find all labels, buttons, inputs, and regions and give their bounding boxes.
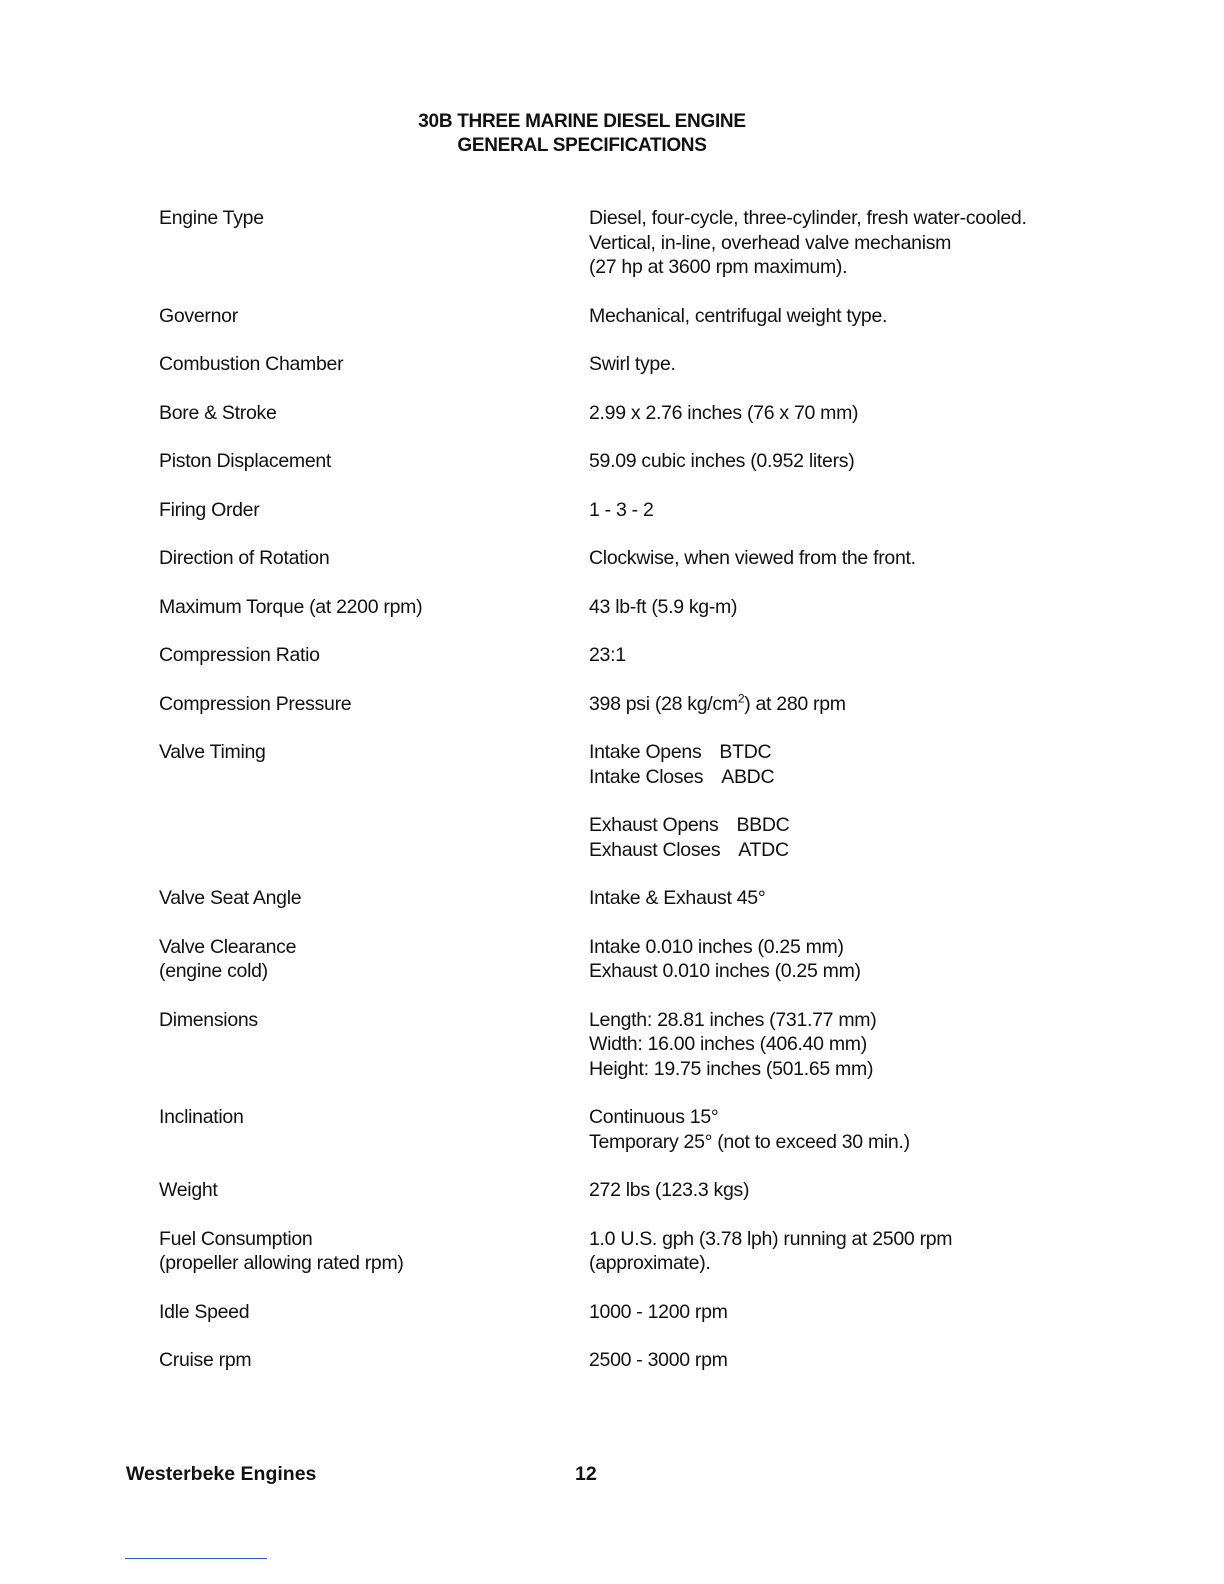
spec-row-compression-pressure <box>159 692 1099 717</box>
spec-row-valve-clearance <box>159 935 1099 984</box>
timing-code: ABDC <box>721 765 775 788</box>
spec-label <box>159 1227 589 1276</box>
superscript: 2 <box>737 691 745 705</box>
spec-label: Compression Pressure <box>159 692 352 715</box>
spec-row-weight <box>159 1178 1099 1203</box>
spec-label: Bore & Stroke <box>159 401 277 424</box>
spec-label: Dimensions <box>159 1008 258 1031</box>
spec-label: Weight <box>159 1179 218 1201</box>
spec-value-part: 398 psi (28 kg/cm <box>589 692 738 715</box>
spec-row-fuel-consumption <box>159 1227 1099 1276</box>
spec-row-cruise-rpm <box>159 1348 1099 1373</box>
spec-value <box>589 206 1099 280</box>
spec-value <box>589 740 1099 862</box>
spec-value: 23:1 <box>589 644 626 666</box>
spec-value-line: Exhaust 0.010 inches (0.25 mm) <box>589 960 861 982</box>
spec-value-line: Length: 28.81 inches (731.77 mm) <box>589 1008 877 1031</box>
spec-label-line: Fuel Consumption <box>159 1227 313 1250</box>
spec-value-line: Vertical, in-line, overhead valve mechanism <box>589 231 952 254</box>
spec-value: Mechanical, centrifugal weight type. <box>589 304 888 327</box>
spec-value: 1000 - 1200 rpm <box>589 1300 728 1323</box>
spec-row-direction-of-rotation <box>159 546 1099 571</box>
spec-label: Inclination <box>159 1106 244 1128</box>
title-line-2: GENERAL SPECIFICATIONS <box>457 135 707 156</box>
spec-value: Swirl type. <box>589 353 676 375</box>
spec-row-firing-order <box>159 498 1099 523</box>
spec-label: Compression Ratio <box>159 644 320 666</box>
spec-label: Direction of Rotation <box>159 547 330 569</box>
spec-value-line: (approximate). <box>589 1252 711 1274</box>
spec-list <box>159 206 1099 1397</box>
spec-value <box>589 1105 1099 1154</box>
timing-code: ATDC <box>738 838 789 861</box>
spec-value: 1 - 3 - 2 <box>589 498 654 521</box>
spec-row-idle-speed <box>159 1300 1099 1325</box>
spec-row-compression-ratio <box>159 643 1099 668</box>
spec-value-line: Height: 19.75 inches (501.65 mm) <box>589 1057 874 1080</box>
spec-row-inclination <box>159 1105 1099 1154</box>
timing-code: BTDC <box>719 741 772 763</box>
spec-value-line: 1.0 U.S. gph (3.78 lph) running at 2500 rpm <box>589 1227 953 1250</box>
spec-value: 272 lbs (123.3 kgs) <box>589 1179 750 1201</box>
spec-value: 2500 - 3000 rpm <box>589 1349 728 1371</box>
timing-line <box>589 740 1099 765</box>
spec-row-combustion-chamber <box>159 352 1099 377</box>
spec-value: 59.09 cubic inches (0.952 liters) <box>589 450 855 472</box>
spec-row-valve-seat-angle <box>159 886 1099 911</box>
timing-event: Intake Opens <box>589 741 702 763</box>
spec-value-line: (27 hp at 3600 rpm maximum). <box>589 256 848 278</box>
spec-row-piston-displacement <box>159 449 1099 474</box>
spec-value: Intake & Exhaust 45° <box>589 887 766 909</box>
timing-code: BBDC <box>736 814 790 836</box>
spec-label: Cruise rpm <box>159 1349 252 1371</box>
spec-value: 43 lb-ft (5.9 kg-m) <box>589 595 738 618</box>
spec-label: Governor <box>159 304 238 327</box>
spec-label: Piston Displacement <box>159 450 332 472</box>
spec-row-dimensions <box>159 1008 1099 1082</box>
spec-label: Engine Type <box>159 207 264 229</box>
spec-value <box>589 935 1099 984</box>
spec-row-governor <box>159 304 1099 329</box>
spec-label: Combustion Chamber <box>159 353 344 375</box>
timing-event: Exhaust Opens <box>589 814 719 836</box>
spec-value <box>589 1008 1099 1082</box>
spec-label: Valve Timing <box>159 741 266 763</box>
spec-row-valve-timing <box>159 740 1099 862</box>
spec-label: Firing Order <box>159 498 260 521</box>
spec-value <box>589 692 1099 717</box>
spec-row-bore-stroke <box>159 401 1099 426</box>
timing-line <box>589 838 1099 863</box>
spec-value-part: ) at 280 rpm <box>744 692 846 715</box>
timing-event: Exhaust Closes <box>589 838 721 861</box>
footer-brand: Westerbeke Engines <box>126 1463 317 1485</box>
spec-label: Maximum Torque (at 2200 rpm) <box>159 595 423 618</box>
spec-row-engine-type <box>159 206 1099 280</box>
timing-event: Intake Closes <box>589 765 704 788</box>
spec-value: 2.99 x 2.76 inches (76 x 70 mm) <box>589 401 859 424</box>
timing-line <box>589 813 1099 838</box>
spec-label-line: (propeller allowing rated rpm) <box>159 1252 404 1274</box>
spec-value: Clockwise, when viewed from the front. <box>589 547 916 569</box>
spec-label <box>159 935 589 984</box>
timing-line <box>589 765 1099 790</box>
spec-value-line: Diesel, four-cycle, three-cylinder, fresh water-cooled. <box>589 207 1027 229</box>
page-title <box>0 110 1164 158</box>
page-number: 12 <box>575 1463 597 1485</box>
spec-row-maximum-torque <box>159 595 1099 620</box>
footer-rule <box>125 1558 267 1559</box>
spec-value-line: Width: 16.00 inches (406.40 mm) <box>589 1033 867 1055</box>
spec-label: Valve Seat Angle <box>159 887 302 909</box>
title-line-1: 30B THREE MARINE DIESEL ENGINE <box>418 111 746 132</box>
spec-value <box>589 1227 1099 1276</box>
spec-value-line: Intake 0.010 inches (0.25 mm) <box>589 935 844 958</box>
spec-label-line: (engine cold) <box>159 960 268 982</box>
spec-label: Idle Speed <box>159 1300 250 1323</box>
spec-value-line: Temporary 25° (not to exceed 30 min.) <box>589 1130 910 1153</box>
spec-value-line: Continuous 15° <box>589 1106 719 1128</box>
spacer <box>589 789 1099 813</box>
spec-label-line: Valve Clearance <box>159 935 297 958</box>
